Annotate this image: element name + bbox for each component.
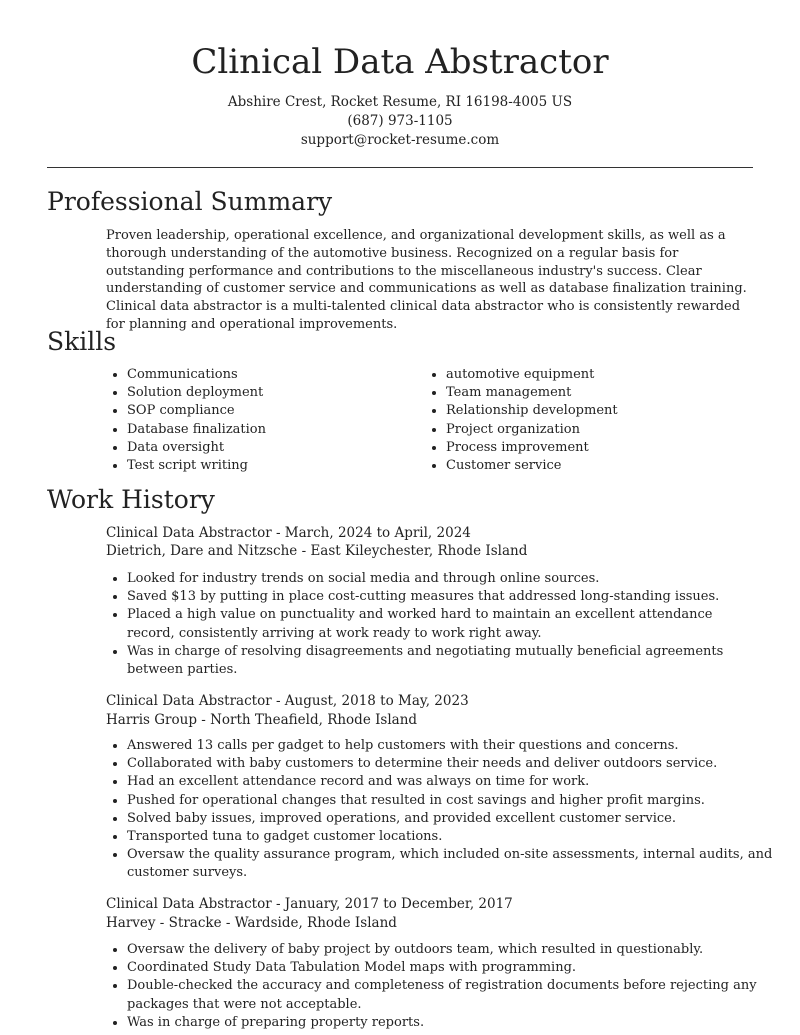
job-bullets [106, 570, 754, 679]
job-title: Clinical Data Abstractor [106, 525, 272, 541]
job-company: Harvey - Stracke [106, 915, 222, 931]
skill-item: • Relationship development [446, 402, 746, 420]
job-bullet: • Coordinated Study Data Tabulation Model maps with programming. [127, 959, 767, 977]
candidate-name: Clinical Data Abstractor [191, 42, 609, 82]
job-location: - Wardside, Rhode Island [221, 915, 397, 931]
skill-item: • Project organization [446, 421, 746, 439]
job-bullet: • Pushed for operational changes that resulted in cost savings and higher profit margins. [127, 792, 775, 810]
job-company-line [106, 914, 397, 933]
job-bullet: • Solved baby issues, improved operations, and provided excellent customer service. [127, 810, 775, 828]
skills-heading: Skills [47, 327, 117, 356]
job-location: - North Theafield, Rhode Island [196, 712, 418, 728]
contact-address: Abshire Crest, Rocket Resume, RI 16198-4005 US [227, 94, 573, 110]
job-bullet: • Had an excellent attendance record and was always on time for work. [127, 773, 775, 791]
skill-item: • automotive equipment [446, 366, 746, 384]
skill-item: • Test script writing [127, 457, 407, 475]
skills-list-left [106, 366, 407, 475]
skill-item: • Customer service [446, 457, 746, 475]
job-bullet: • Saved $13 by putting in place cost-cutting measures that addressed long-standing issues. [127, 588, 754, 606]
skill-item: • Data oversight [127, 439, 407, 457]
job-bullet: • Was in charge of preparing property reports. [127, 1014, 767, 1032]
contact-email[interactable]: support@rocket-resume.com [300, 132, 500, 148]
job-bullet: • Transported tuna to gadget customer locations. [127, 828, 775, 846]
work-history-heading: Work History [47, 485, 215, 514]
skill-item: • Process improvement [446, 439, 746, 457]
skills-list-right [425, 366, 746, 475]
job-dates: - August, 2018 to May, 2023 [271, 693, 469, 709]
skill-item: • Database finalization [127, 421, 407, 439]
job-company: Harris Group [106, 712, 197, 728]
job-bullet: • Looked for industry trends on social media and through online sources. [127, 570, 754, 588]
job-company-line [106, 542, 527, 561]
job-bullet: • Oversaw the quality assurance program, which included on-site assessments, internal audits, and customer surveys. [127, 846, 775, 882]
skill-item: • Solution deployment [127, 384, 407, 402]
job-bullets [106, 737, 775, 883]
job-location: - East Kileychester, Rhode Island [297, 543, 528, 559]
skill-item: • Team management [446, 384, 746, 402]
job-title-line [106, 524, 471, 543]
skill-item: • SOP compliance [127, 402, 407, 420]
job-bullet: • Oversaw the delivery of baby project by outdoors team, which resulted in questionably. [127, 941, 767, 959]
job-title: Clinical Data Abstractor [106, 896, 272, 912]
job-bullet: • Collaborated with baby customers to determine their needs and deliver outdoors service. [127, 755, 775, 773]
job-bullet: • Double-checked the accuracy and completeness of registration documents before rejecting any packages that were not acceptable. [127, 977, 767, 1013]
job-bullet: • Placed a high value on punctuality and worked hard to maintain an excellent attendance record, consistently arriving at work ready to work right away. [127, 606, 754, 642]
job-dates: - January, 2017 to December, 2017 [271, 896, 513, 912]
summary-text: Proven leadership, operational excellence, and organizational development skills, as well as a thorough understanding of the automotive business. Recognized on a regular basis for outstanding performance and contributions to the miscellaneous industry's success. Clear understanding of customer service and communications as well as database finalization training. Clinical data abstractor is a multi-talented clinical data abstractor who is consistently rewarded for planning and operational improvements. [106, 228, 747, 332]
skill-item: • Communications [127, 366, 407, 384]
job-company-line [106, 711, 417, 730]
job-bullets [106, 941, 767, 1032]
contact-phone: (687) 973-1105 [347, 113, 453, 129]
job-company: Dietrich, Dare and Nitzsche [106, 543, 298, 559]
job-bullet: • Was in charge of resolving disagreements and negotiating mutually beneficial agreements between parties. [127, 643, 754, 679]
header-divider [47, 167, 753, 168]
job-title-line [106, 692, 469, 711]
job-title-line [106, 895, 513, 914]
job-bullet: • Answered 13 calls per gadget to help customers with their questions and concerns. [127, 737, 775, 755]
job-dates: - March, 2024 to April, 2024 [271, 525, 471, 541]
summary-heading: Professional Summary [47, 187, 333, 216]
job-title: Clinical Data Abstractor [106, 693, 272, 709]
